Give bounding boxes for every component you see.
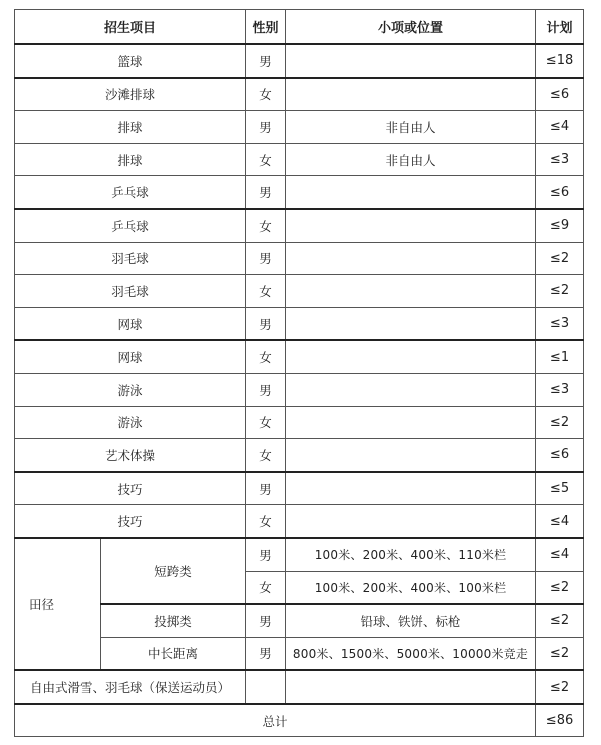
row-project: 排球: [15, 143, 246, 176]
row-project: 羽毛球: [15, 242, 246, 275]
row-event: [286, 406, 536, 439]
row-gender: 男: [246, 176, 286, 209]
row-plan: ≤6: [536, 176, 584, 209]
row-gender: 女: [246, 505, 286, 538]
row-gender: 男: [246, 538, 286, 571]
table-row-athletics-distance: [15, 637, 584, 670]
table-row-skiing: [15, 670, 584, 704]
row-event: [286, 439, 536, 472]
row-project: 乒乓球: [15, 209, 246, 242]
row-gender: 男: [246, 111, 286, 144]
row-gender: [246, 670, 286, 704]
row-project: 篮球: [15, 44, 246, 78]
row-gender: 男: [246, 242, 286, 275]
table-row: [15, 176, 584, 209]
table-row: [15, 340, 584, 373]
row-plan: ≤4: [536, 111, 584, 144]
row-project: 排球: [15, 111, 246, 144]
row-event: 800米、1500米、5000米、10000米竞走: [286, 637, 536, 670]
row-event: 100米、200米、400米、100米栏: [286, 571, 536, 604]
row-project: 技巧: [15, 472, 246, 505]
table-row: [15, 209, 584, 242]
row-gender: 男: [246, 604, 286, 637]
row-plan: ≤2: [536, 275, 584, 308]
row-event: [286, 209, 536, 242]
row-event: [286, 472, 536, 505]
table-row: [15, 307, 584, 340]
row-project: 自由式滑雪、羽毛球（保送运动员）: [15, 670, 246, 704]
row-event: [286, 307, 536, 340]
sprint-hurdles-label: 短跨类: [101, 538, 246, 604]
enrollment-table-wrapper: [14, 9, 584, 737]
row-gender: 男: [246, 307, 286, 340]
row-project: 沙滩排球: [15, 78, 246, 111]
row-project: 技巧: [15, 505, 246, 538]
table-row-athletics-sprint-male: [15, 538, 584, 571]
row-event: 铅球、铁饼、标枪: [286, 604, 536, 637]
table-row: [15, 505, 584, 538]
table-row: [15, 78, 584, 111]
throwing-label: 投掷类: [101, 604, 246, 637]
row-plan: ≤2: [536, 242, 584, 275]
row-plan: ≤4: [536, 505, 584, 538]
table-row: [15, 472, 584, 505]
row-gender: 男: [246, 373, 286, 406]
row-gender: 女: [246, 340, 286, 373]
row-event: [286, 373, 536, 406]
row-event: [286, 275, 536, 308]
row-gender: 男: [246, 637, 286, 670]
row-plan: ≤2: [536, 571, 584, 604]
table-row: [15, 242, 584, 275]
row-plan: ≤5: [536, 472, 584, 505]
row-event: [286, 670, 536, 704]
row-event: 非自由人: [286, 111, 536, 144]
table-row: [15, 439, 584, 472]
header-event: 小项或位置: [286, 10, 536, 45]
header-project: 招生项目: [15, 10, 246, 45]
row-plan: ≤1: [536, 340, 584, 373]
row-event: 100米、200米、400米、110米栏: [286, 538, 536, 571]
row-plan: ≤6: [536, 439, 584, 472]
row-event: [286, 44, 536, 78]
row-gender: 男: [246, 44, 286, 78]
total-label: 总计: [15, 704, 536, 737]
row-gender: 女: [246, 209, 286, 242]
row-project: 网球: [15, 307, 246, 340]
table-row-total: [15, 704, 584, 737]
header-gender: 性别: [246, 10, 286, 45]
table-row: [15, 111, 584, 144]
total-plan: ≤86: [536, 704, 584, 737]
athletics-label: 田径: [15, 538, 101, 670]
table-row: [15, 44, 584, 78]
row-project: 羽毛球: [15, 275, 246, 308]
row-gender: 女: [246, 78, 286, 111]
table-row: [15, 373, 584, 406]
row-event: 非自由人: [286, 143, 536, 176]
row-plan: ≤9: [536, 209, 584, 242]
row-gender: 女: [246, 275, 286, 308]
row-plan: ≤2: [536, 406, 584, 439]
enrollment-plan-table: [14, 9, 584, 737]
row-gender: 女: [246, 143, 286, 176]
table-row-athletics-throwing: [15, 604, 584, 637]
row-plan: ≤2: [536, 670, 584, 704]
distance-label: 中长距离: [101, 637, 246, 670]
row-gender: 女: [246, 439, 286, 472]
row-plan: ≤2: [536, 604, 584, 637]
row-gender: 女: [246, 406, 286, 439]
row-project: 游泳: [15, 373, 246, 406]
table-row: [15, 143, 584, 176]
row-event: [286, 505, 536, 538]
row-gender: 女: [246, 571, 286, 604]
row-event: [286, 78, 536, 111]
row-plan: ≤3: [536, 373, 584, 406]
row-plan: ≤3: [536, 307, 584, 340]
row-project: 乒乓球: [15, 176, 246, 209]
table-row: [15, 275, 584, 308]
table-header-row: [15, 10, 584, 45]
row-project: 艺术体操: [15, 439, 246, 472]
row-event: [286, 242, 536, 275]
row-plan: ≤18: [536, 44, 584, 78]
header-plan: 计划: [536, 10, 584, 45]
row-event: [286, 340, 536, 373]
table-row: [15, 406, 584, 439]
row-project: 网球: [15, 340, 246, 373]
row-plan: ≤3: [536, 143, 584, 176]
row-gender: 男: [246, 472, 286, 505]
row-event: [286, 176, 536, 209]
row-plan: ≤4: [536, 538, 584, 571]
row-plan: ≤6: [536, 78, 584, 111]
row-project: 游泳: [15, 406, 246, 439]
row-plan: ≤2: [536, 637, 584, 670]
